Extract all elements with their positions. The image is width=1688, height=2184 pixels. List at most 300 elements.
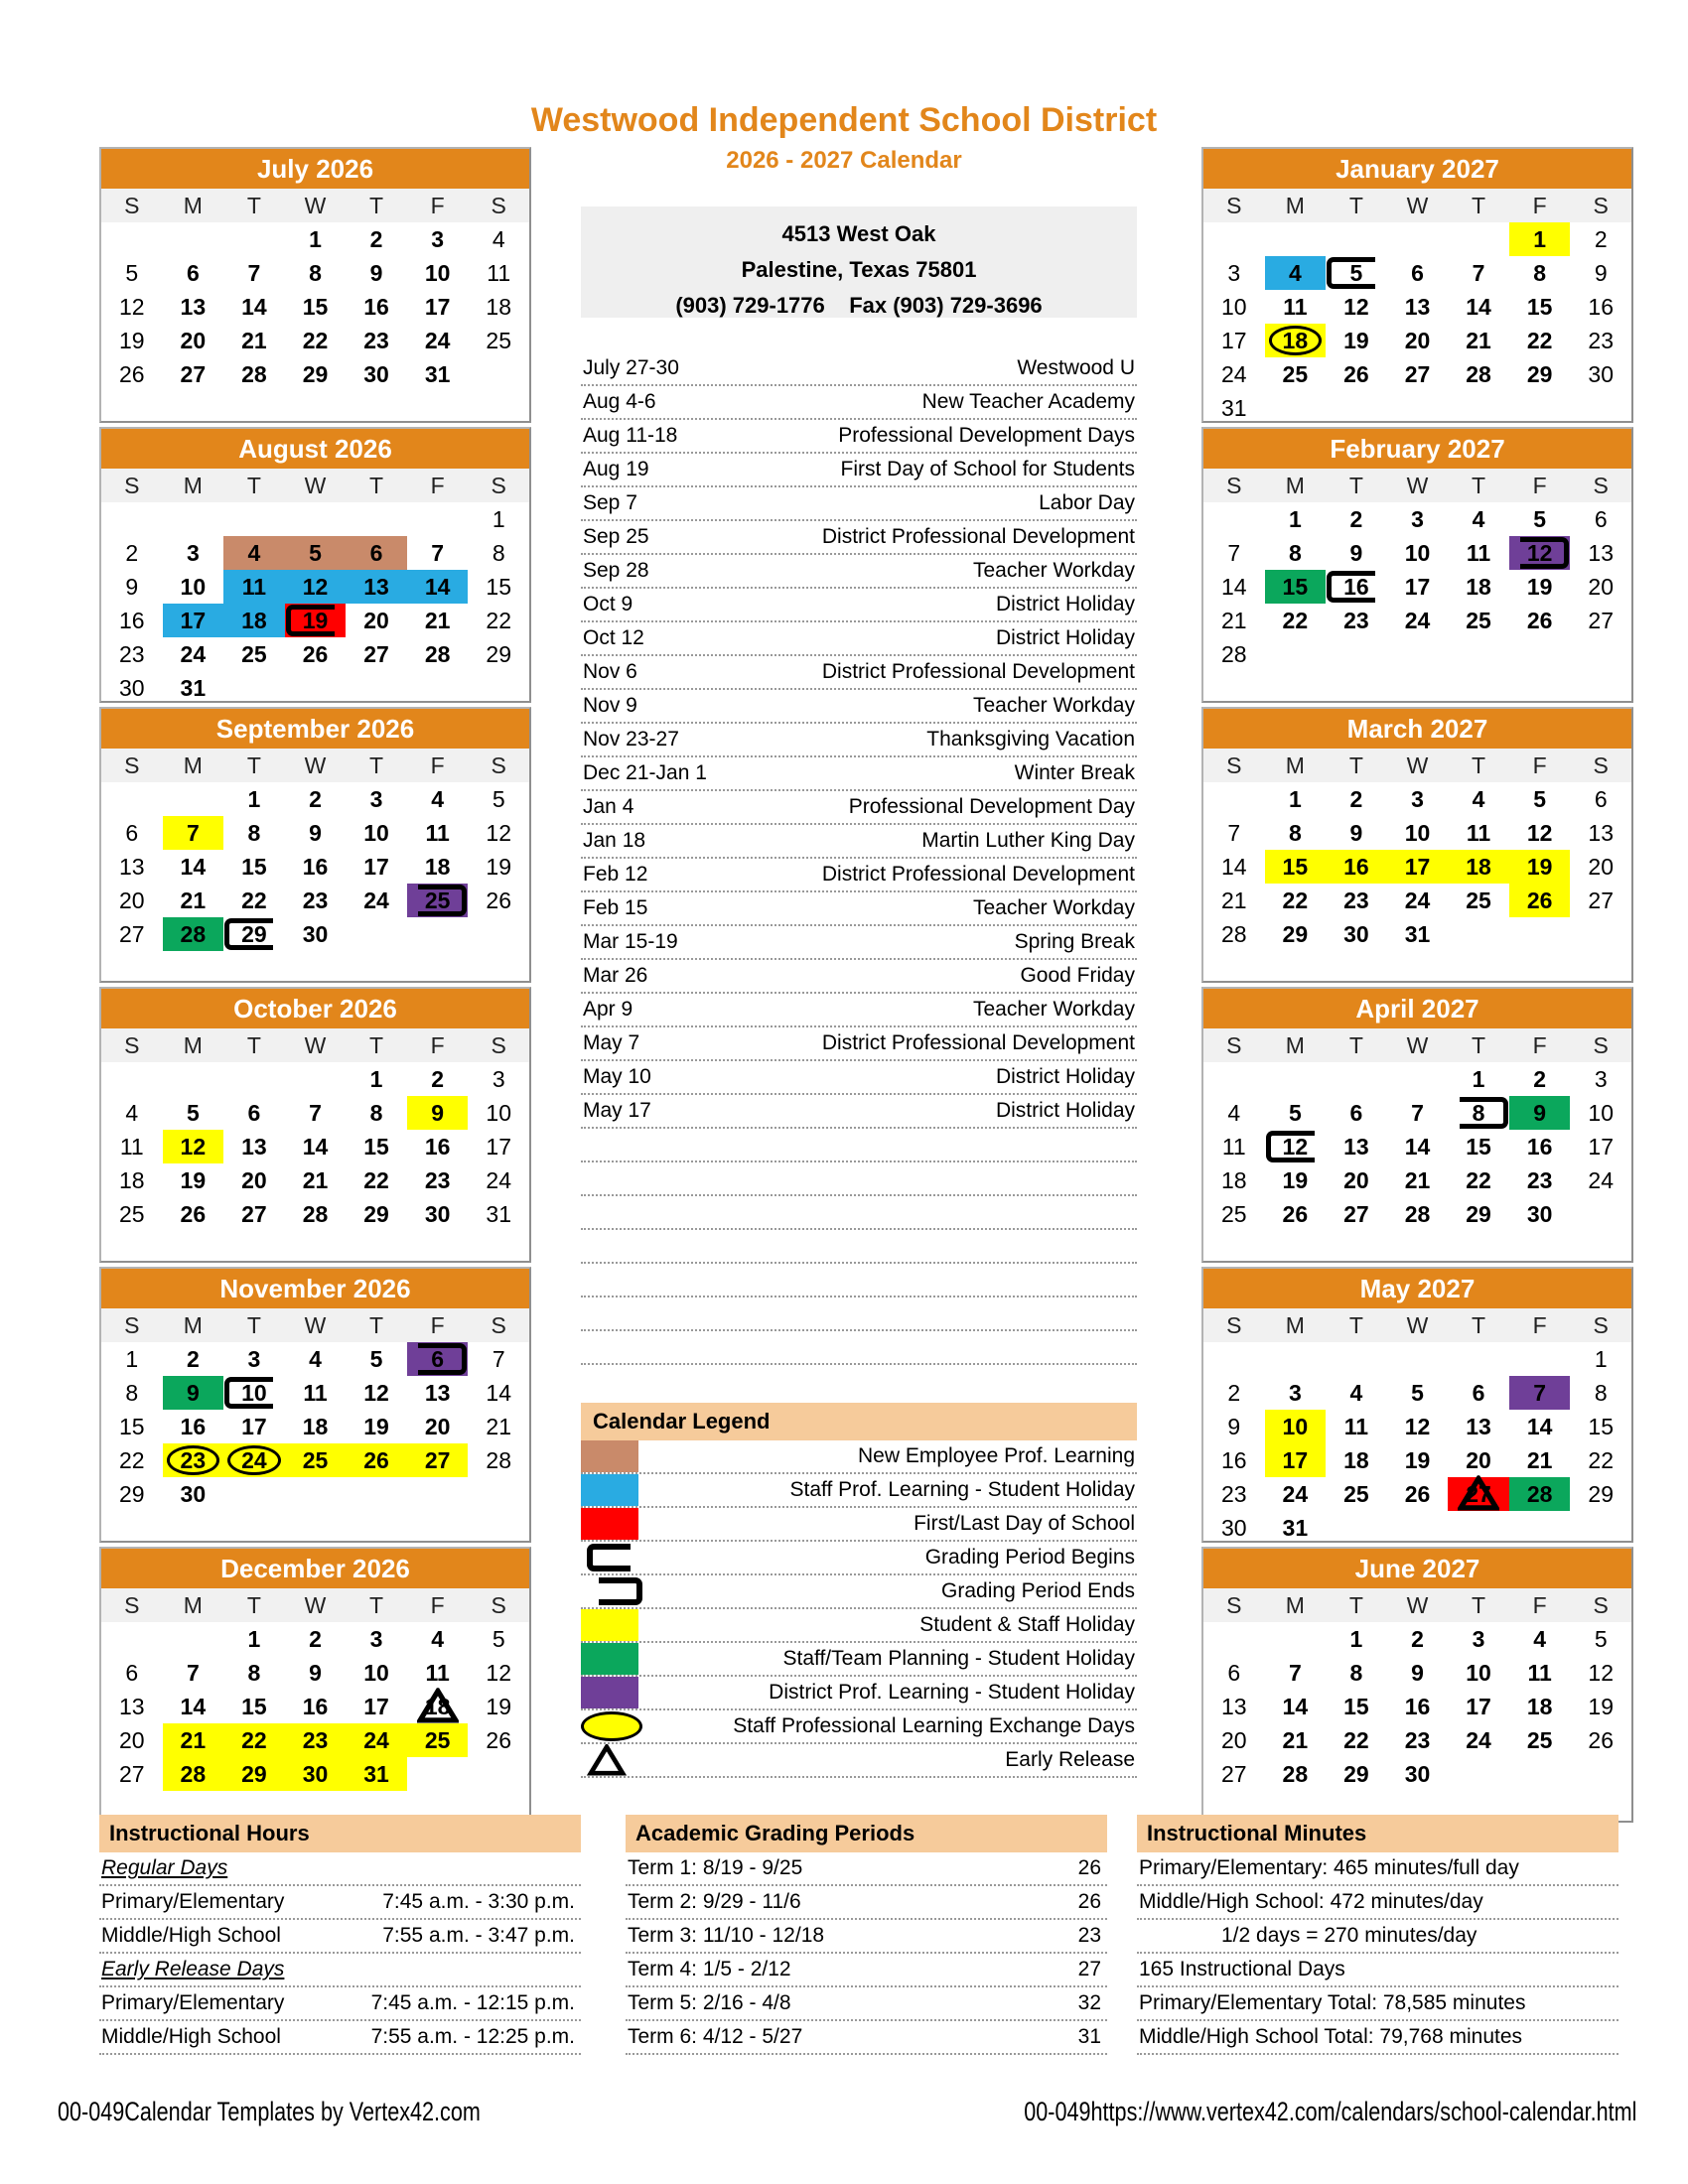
month-title: February 2027: [1203, 429, 1631, 469]
day-cell: [1387, 290, 1449, 324]
event-row: [581, 1095, 1137, 1129]
panel-row-label: Regular Days: [101, 1856, 228, 1879]
day-cell: [223, 917, 285, 951]
day-cell: [407, 1197, 469, 1231]
day-number: 29: [302, 361, 329, 387]
day-number: 30: [180, 1481, 207, 1507]
day-cell: [346, 1062, 407, 1096]
day-number: 3: [431, 226, 445, 252]
day-number: 10: [363, 1660, 389, 1686]
day-cell: [1387, 1622, 1449, 1656]
day-cell: [1570, 850, 1631, 884]
day-number: 12: [1526, 820, 1553, 846]
day-cell: [1448, 536, 1509, 570]
event-row: [581, 757, 1137, 791]
day-grid: [1203, 222, 1631, 425]
day-number: 28: [180, 1761, 207, 1787]
event-date: Oct 12: [583, 626, 644, 649]
month-title: September 2026: [101, 709, 529, 749]
day-cell: [1448, 222, 1509, 256]
event-date: Mar 26: [583, 964, 648, 987]
day-number: 16: [1343, 854, 1369, 880]
day-cell: [468, 1197, 529, 1231]
legend-label: Grading Period Begins: [924, 1546, 1135, 1569]
day-cell: [223, 604, 285, 637]
day-cell: [163, 1062, 224, 1096]
day-number: 7: [1472, 260, 1485, 286]
day-cell: [223, 570, 285, 604]
event-date: July 27-30: [583, 356, 679, 379]
legend-title: Calendar Legend: [581, 1403, 1137, 1440]
day-cell: [1387, 1130, 1449, 1163]
day-of-week-label: T: [246, 473, 261, 498]
day-number: 22: [118, 1447, 145, 1473]
day-cell: [163, 222, 224, 256]
day-cell: [1509, 536, 1571, 570]
day-cell: [1509, 1511, 1571, 1545]
day-of-week-label: T: [246, 752, 261, 778]
day-of-week-label: S: [124, 1312, 140, 1338]
day-number: 3: [1411, 506, 1424, 532]
day-of-week-label: T: [369, 1592, 384, 1618]
day-cell: [468, 1690, 529, 1723]
day-of-week-label: M: [1285, 752, 1305, 778]
day-cell: [1203, 1130, 1265, 1163]
day-number: 5: [369, 1346, 383, 1372]
day-number: 22: [1282, 887, 1309, 913]
day-number: 29: [1526, 361, 1553, 387]
day-cell: [468, 1723, 529, 1757]
day-number: 30: [118, 675, 145, 701]
address-line3: (903) 729-1776 Fax (903) 729-3696: [675, 293, 1043, 318]
day-cell: [223, 850, 285, 884]
event-date: May 10: [583, 1065, 651, 1088]
event-label: District Professional Development: [821, 660, 1135, 683]
day-number: 30: [1220, 1515, 1247, 1541]
day-cell: [1509, 290, 1571, 324]
day-cell: [468, 1096, 529, 1130]
day-cell: [1509, 1376, 1571, 1410]
day-cell: [163, 1443, 224, 1477]
day-number: 8: [492, 540, 505, 566]
day-number: 27: [1588, 608, 1614, 633]
day-cell: [1265, 1130, 1327, 1163]
day-of-week-label: F: [430, 1032, 445, 1058]
day-number: 25: [302, 1447, 329, 1473]
day-cell: [346, 1342, 407, 1376]
day-number: 3: [247, 1346, 261, 1372]
day-cell: [163, 1622, 224, 1656]
instructional-hours-panel: [99, 1815, 581, 2055]
day-number: 23: [424, 1167, 451, 1193]
panel-row: [99, 2021, 581, 2055]
day-of-week-label: S: [1593, 1592, 1609, 1618]
panel-row-label: Term 6: 4/12 - 5/27: [628, 2025, 803, 2048]
day-cell: [1265, 290, 1327, 324]
event-row-empty: [581, 1230, 1137, 1264]
day-cell: [1326, 637, 1387, 671]
day-number: 3: [1472, 1626, 1485, 1652]
panel-row: [1137, 1852, 1618, 1886]
day-of-week-label: W: [1406, 752, 1429, 778]
day-cell: [407, 816, 469, 850]
day-cell: [1509, 816, 1571, 850]
panel-row: [626, 2021, 1107, 2055]
event-date: Aug 19: [583, 458, 649, 480]
day-cell: [1509, 391, 1571, 425]
event-row: [581, 386, 1137, 420]
day-number: 10: [1466, 1660, 1491, 1686]
day-cell: [1203, 1342, 1265, 1376]
day-number: 13: [1343, 1134, 1369, 1160]
day-cell: [1387, 256, 1449, 290]
day-number: 23: [1220, 1481, 1247, 1507]
day-cell: [163, 502, 224, 536]
day-number: 30: [363, 361, 389, 387]
day-number: 18: [424, 854, 451, 880]
event-row: [581, 994, 1137, 1027]
day-number: 6: [1472, 1380, 1485, 1406]
day-of-week-label: S: [491, 1312, 506, 1338]
day-number: 29: [241, 1761, 267, 1787]
day-of-week-label: S: [1226, 473, 1242, 498]
day-cell: [101, 604, 163, 637]
day-cell: [1203, 1443, 1265, 1477]
legend-label: New Employee Prof. Learning: [858, 1444, 1135, 1467]
day-cell: [1570, 1757, 1631, 1791]
day-number: 4: [431, 786, 445, 812]
day-number: 2: [1411, 1626, 1424, 1652]
day-cell: [468, 570, 529, 604]
day-number: 18: [424, 1694, 451, 1719]
day-cell: [1448, 570, 1509, 604]
day-number: 6: [369, 540, 383, 566]
day-number: 24: [1404, 608, 1431, 633]
event-label: District Holiday: [995, 1065, 1135, 1088]
event-row: [581, 960, 1137, 994]
day-number: 14: [1220, 574, 1247, 600]
day-number: 31: [1404, 921, 1431, 947]
day-grid: [101, 782, 529, 985]
day-number: 11: [1343, 1414, 1369, 1439]
day-cell: [163, 637, 224, 671]
day-of-week-label: S: [1226, 1592, 1242, 1618]
day-number: 17: [424, 294, 451, 320]
day-number: 5: [1288, 1100, 1302, 1126]
day-number: 5: [1594, 1626, 1608, 1652]
day-number: 12: [1588, 1660, 1614, 1686]
day-cell: [285, 1622, 347, 1656]
day-number: 23: [1588, 328, 1614, 353]
day-cell: [1448, 1163, 1509, 1197]
panel-row-value: 7:45 a.m. - 3:30 p.m.: [382, 1890, 575, 1913]
day-cell: [1203, 1622, 1265, 1656]
day-number: 3: [369, 1626, 383, 1652]
day-number: 18: [1466, 854, 1491, 880]
day-number: 6: [1594, 786, 1608, 812]
day-cell: [163, 324, 224, 357]
day-of-week-label: M: [183, 193, 203, 218]
day-cell: [1448, 502, 1509, 536]
event-date: Aug 4-6: [583, 390, 656, 413]
day-cell: [1265, 324, 1327, 357]
day-number: 8: [1472, 1100, 1485, 1126]
day-number: 6: [1349, 1100, 1363, 1126]
day-number: 20: [118, 1727, 145, 1753]
event-date: Jan 18: [583, 829, 646, 852]
day-of-week-label: F: [430, 752, 445, 778]
day-cell: [1203, 951, 1265, 985]
event-date: Feb 12: [583, 863, 648, 886]
day-cell: [1203, 570, 1265, 604]
day-cell: [1387, 1062, 1449, 1096]
day-number: 25: [1343, 1481, 1369, 1507]
day-number: 9: [1533, 1100, 1547, 1126]
day-cell: [223, 324, 285, 357]
event-date: Aug 11-18: [583, 424, 678, 447]
day-cell: [285, 1197, 347, 1231]
day-number: 19: [180, 1167, 207, 1193]
day-cell: [163, 1656, 224, 1690]
day-number: 18: [118, 1167, 145, 1193]
day-cell: [1387, 884, 1449, 917]
day-number: 22: [302, 328, 329, 353]
event-date: Apr 9: [583, 998, 633, 1021]
day-grid: [1203, 502, 1631, 705]
day-number: 14: [486, 1380, 511, 1406]
day-cell: [1203, 324, 1265, 357]
panel-row: [99, 1852, 581, 1886]
day-cell: [1448, 850, 1509, 884]
day-number: 16: [1404, 1694, 1431, 1719]
day-number: 9: [1594, 260, 1608, 286]
day-cell: [163, 1163, 224, 1197]
day-number: 19: [1526, 574, 1553, 600]
day-of-week-label: W: [1406, 473, 1429, 498]
day-cell: [1203, 1477, 1265, 1511]
day-cell: [1387, 222, 1449, 256]
day-number: 23: [1343, 887, 1369, 913]
footer-url: 00-049https://www.vertex42.com/calendars/school-calendar.html: [1023, 2097, 1636, 2126]
day-number: 1: [125, 1346, 139, 1372]
day-of-week-label: S: [124, 1032, 140, 1058]
day-number: 9: [1227, 1414, 1241, 1439]
day-cell: [1387, 782, 1449, 816]
day-cell: [1326, 1723, 1387, 1757]
day-cell: [1570, 604, 1631, 637]
events-list: [581, 352, 1137, 1365]
panel-row-label: Primary/Elementary: [101, 1991, 285, 2014]
day-number: 23: [302, 887, 329, 913]
day-cell: [163, 884, 224, 917]
day-cell: [346, 816, 407, 850]
day-number: 20: [241, 1167, 267, 1193]
month-title: October 2026: [101, 989, 529, 1028]
day-cell: [101, 1622, 163, 1656]
day-cell: [285, 357, 347, 391]
panel-row: [1137, 1920, 1618, 1954]
day-cell: [1265, 1656, 1327, 1690]
day-cell: [1387, 850, 1449, 884]
day-number: 7: [1227, 820, 1241, 846]
day-cell: [1570, 884, 1631, 917]
day-number: 11: [119, 1134, 144, 1160]
day-number: 25: [1466, 887, 1491, 913]
day-number: 16: [1343, 574, 1369, 600]
day-number: 2: [186, 1346, 200, 1372]
day-cell: [163, 917, 224, 951]
day-cell: [1265, 1096, 1327, 1130]
day-number: 4: [1533, 1626, 1547, 1652]
legend-swatch-grading-begins: [587, 1544, 631, 1571]
event-date: May 7: [583, 1031, 640, 1054]
legend-label: Student & Staff Holiday: [919, 1613, 1135, 1636]
day-number: 1: [247, 786, 261, 812]
day-cell: [223, 1163, 285, 1197]
month-calendar: [99, 987, 531, 1263]
day-number: 29: [486, 641, 511, 667]
event-label: First Day of School for Students: [840, 458, 1135, 480]
day-cell: [163, 850, 224, 884]
day-cell: [163, 1477, 224, 1511]
day-cell: [223, 1130, 285, 1163]
day-number: 21: [1526, 1447, 1553, 1473]
day-of-week-label: S: [1226, 1032, 1242, 1058]
day-number: 28: [1526, 1481, 1553, 1507]
day-number: 3: [1594, 1066, 1608, 1092]
day-number: 15: [118, 1414, 145, 1439]
day-cell: [468, 1656, 529, 1690]
day-number: 21: [1466, 328, 1491, 353]
day-cell: [163, 782, 224, 816]
legend-row: [581, 1643, 1137, 1677]
day-of-week-label: F: [1532, 473, 1547, 498]
day-cell: [223, 502, 285, 536]
day-number: 25: [241, 641, 267, 667]
day-of-week-label: T: [1348, 752, 1363, 778]
day-number: 23: [1404, 1727, 1431, 1753]
legend-swatch-early-release-triangle: [581, 1744, 638, 1776]
day-number: 22: [241, 1727, 267, 1753]
day-number: 30: [302, 1761, 329, 1787]
day-cell: [468, 1622, 529, 1656]
day-cell: [163, 570, 224, 604]
event-row: [581, 622, 1137, 656]
day-number: 11: [425, 820, 450, 846]
day-of-week-label: W: [1406, 193, 1429, 218]
day-cell: [285, 1376, 347, 1410]
month-calendar: [1201, 707, 1633, 983]
day-cell: [1203, 1511, 1265, 1545]
day-cell: [101, 1656, 163, 1690]
day-number: 2: [1349, 786, 1363, 812]
day-number: 26: [1282, 1201, 1309, 1227]
day-number: 24: [363, 887, 389, 913]
day-number: 25: [486, 328, 511, 353]
day-number: 2: [1349, 506, 1363, 532]
day-cell: [285, 1062, 347, 1096]
day-number: 9: [431, 1100, 445, 1126]
day-of-week-label: F: [430, 1592, 445, 1618]
day-cell: [1509, 1062, 1571, 1096]
day-cell: [101, 256, 163, 290]
day-cell: [1509, 1443, 1571, 1477]
day-number: 27: [1588, 887, 1614, 913]
day-cell: [1570, 536, 1631, 570]
day-cell: [1509, 604, 1571, 637]
day-number: 15: [1282, 574, 1309, 600]
day-cell: [285, 671, 347, 705]
day-cell: [407, 357, 469, 391]
day-cell: [1203, 1656, 1265, 1690]
day-number: 31: [1220, 395, 1247, 421]
day-cell: [223, 1622, 285, 1656]
day-cell: [163, 357, 224, 391]
day-cell: [1570, 570, 1631, 604]
instructional-hours-rows: [99, 1852, 581, 2055]
day-cell: [1326, 357, 1387, 391]
day-number: 20: [363, 608, 389, 633]
panel-row-label: Early Release Days: [101, 1958, 285, 1980]
event-label: Spring Break: [1014, 930, 1135, 953]
legend-swatch-salmon: [581, 1440, 638, 1472]
day-number: 24: [241, 1447, 267, 1473]
day-of-week-label: M: [183, 1032, 203, 1058]
day-cell: [1265, 917, 1327, 951]
day-cell: [1387, 1410, 1449, 1443]
day-cell: [101, 1163, 163, 1197]
day-number: 29: [241, 921, 267, 947]
day-number: 5: [492, 1626, 505, 1652]
day-of-week-label: T: [1472, 1032, 1486, 1058]
day-number: 15: [1282, 854, 1309, 880]
day-number: 20: [180, 328, 207, 353]
day-number: 19: [1343, 328, 1369, 353]
day-cell: [407, 570, 469, 604]
day-cell: [346, 1376, 407, 1410]
day-number: 18: [1466, 574, 1491, 600]
day-number: 21: [424, 608, 451, 633]
event-label: Labor Day: [1039, 491, 1135, 514]
day-cell: [101, 850, 163, 884]
day-number: 8: [1533, 260, 1547, 286]
day-cell: [346, 637, 407, 671]
day-cell: [1509, 637, 1571, 671]
day-cell: [1203, 850, 1265, 884]
day-cell: [1448, 951, 1509, 985]
day-of-week-label: T: [1472, 752, 1486, 778]
day-number: 12: [1526, 540, 1553, 566]
panel-row-label: 1/2 days = 270 minutes/day: [1221, 1924, 1477, 1947]
day-cell: [1448, 1410, 1509, 1443]
day-number: 18: [241, 608, 267, 633]
day-cell: [1265, 671, 1327, 705]
day-of-week-label: T: [246, 193, 261, 218]
day-cell: [163, 604, 224, 637]
day-cell: [1326, 1477, 1387, 1511]
day-number: 18: [1526, 1694, 1553, 1719]
event-date: Sep 28: [583, 559, 649, 582]
day-cell: [407, 782, 469, 816]
day-cell: [468, 536, 529, 570]
day-number: 1: [1349, 1626, 1363, 1652]
day-cell: [468, 637, 529, 671]
day-cell: [101, 782, 163, 816]
day-cell: [101, 1723, 163, 1757]
day-number: 8: [125, 1380, 139, 1406]
legend-row: [581, 1508, 1137, 1542]
legend-row: [581, 1744, 1137, 1778]
